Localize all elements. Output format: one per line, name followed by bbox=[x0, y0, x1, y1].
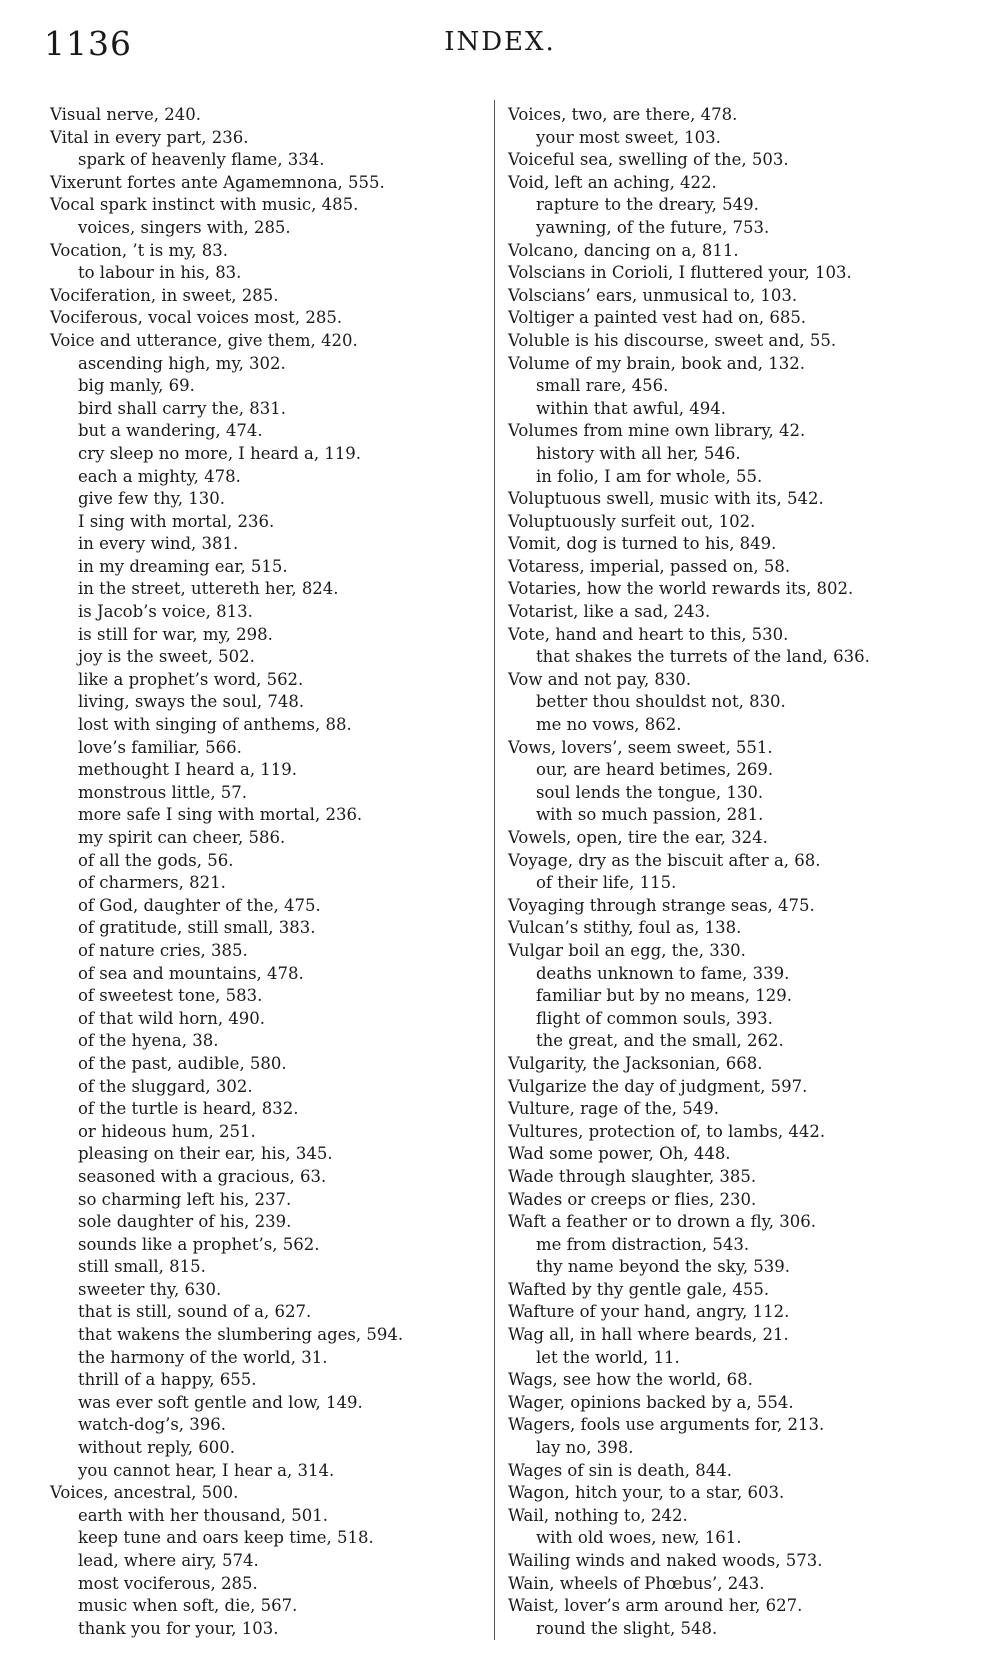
index-subentry: with old woes, new, 161. bbox=[536, 1528, 742, 1548]
index-subentry: that is still, sound of a, 627. bbox=[78, 1302, 312, 1322]
index-subentry: that shakes the turrets of the land, 636. bbox=[536, 647, 870, 667]
index-subentry: deaths unknown to fame, 339. bbox=[536, 963, 790, 983]
index-subentry: that wakens the slumbering ages, 594. bbox=[78, 1325, 404, 1345]
index-subentry: me no vows, 862. bbox=[536, 715, 682, 735]
index-entry: Wades or creeps or flies, 230. bbox=[508, 1189, 757, 1209]
index-entry: Wagers, fools use arguments for, 213. bbox=[508, 1415, 825, 1435]
index-entry: Vulgar boil an egg, the, 330. bbox=[508, 940, 746, 960]
index-subentry: sole daughter of his, 239. bbox=[78, 1212, 292, 1232]
index-subentry: of all the gods, 56. bbox=[78, 850, 234, 870]
index-entry: Wain, wheels of Phœbus’, 243. bbox=[508, 1573, 765, 1593]
index-subentry: of their life, 115. bbox=[536, 873, 677, 893]
index-subentry: in the street, uttereth her, 824. bbox=[78, 579, 339, 599]
index-column-left bbox=[50, 104, 488, 1640]
index-entry: Void, left an aching, 422. bbox=[508, 172, 717, 192]
index-entry: Voice and utterance, give them, 420. bbox=[50, 330, 358, 350]
index-subentry: your most sweet, 103. bbox=[536, 127, 721, 147]
index-entry: Vow and not pay, 830. bbox=[508, 669, 692, 689]
index-entry: Volumes from mine own library, 42. bbox=[508, 421, 806, 441]
index-subentry: or hideous hum, 251. bbox=[78, 1121, 256, 1141]
index-entry: Wafted by thy gentle gale, 455. bbox=[508, 1279, 770, 1299]
index-subentry: sounds like a prophet’s, 562. bbox=[78, 1234, 320, 1254]
index-subentry: of the turtle is heard, 832. bbox=[78, 1099, 299, 1119]
index-subentry: living, sways the soul, 748. bbox=[78, 692, 305, 712]
index-entry: Wad some power, Oh, 448. bbox=[508, 1144, 731, 1164]
index-subentry: better thou shouldst not, 830. bbox=[536, 692, 786, 712]
index-entry: Vulgarity, the Jacksonian, 668. bbox=[508, 1053, 763, 1073]
index-subentry: lead, where airy, 574. bbox=[78, 1551, 259, 1570]
index-entry: Volcano, dancing on a, 811. bbox=[508, 240, 739, 260]
index-subentry: bird shall carry the, 831. bbox=[78, 398, 286, 418]
index-subentry: thrill of a happy, 655. bbox=[78, 1370, 257, 1390]
index-entry: Volume of my brain, book and, 132. bbox=[508, 353, 805, 373]
index-subentry: seasoned with a gracious, 63. bbox=[78, 1166, 327, 1186]
index-entry: Wade through slaughter, 385. bbox=[508, 1166, 757, 1186]
index-subentry: joy is the sweet, 502. bbox=[78, 647, 255, 667]
index-subentry: thank you for your, 103. bbox=[78, 1618, 279, 1638]
index-subentry: the harmony of the world, 31. bbox=[78, 1347, 328, 1367]
index-subentry: thy name beyond the sky, 539. bbox=[536, 1257, 791, 1277]
index-subentry: love’s familiar, 566. bbox=[78, 737, 242, 757]
index-entry: Vows, lovers’, seem sweet, 551. bbox=[508, 737, 773, 757]
index-subentry: in folio, I am for whole, 55. bbox=[536, 466, 763, 486]
index-entry: Waft a feather or to drown a fly, 306. bbox=[508, 1212, 816, 1232]
index-entry: Vocation, ’t is my, 83. bbox=[50, 240, 228, 260]
index-entry: Votaress, imperial, passed on, 58. bbox=[508, 556, 791, 576]
index-subentry: of nature cries, 385. bbox=[78, 940, 248, 960]
index-subentry: history with all her, 546. bbox=[536, 443, 741, 463]
index-entry: Voltiger a painted vest had on, 685. bbox=[508, 308, 807, 328]
index-subentry: my spirit can cheer, 586. bbox=[78, 828, 286, 847]
index-subentry: keep tune and oars keep time, 518. bbox=[78, 1528, 374, 1548]
index-entry: Voyaging through strange seas, 475. bbox=[508, 895, 815, 915]
index-subentry: voices, singers with, 285. bbox=[78, 217, 291, 237]
index-entry: Volscians’ ears, unmusical to, 103. bbox=[508, 285, 798, 305]
index-entry: Vocal spark instinct with music, 485. bbox=[50, 195, 359, 215]
index-subentry: monstrous little, 57. bbox=[78, 782, 248, 802]
index-subentry: of charmers, 821. bbox=[78, 873, 226, 893]
index-subentry: familiar but by no means, 129. bbox=[536, 986, 792, 1006]
index-subentry: still small, 815. bbox=[78, 1257, 206, 1277]
index-subentry: without reply, 600. bbox=[78, 1438, 235, 1458]
index-subentry: rapture to the dreary, 549. bbox=[536, 195, 759, 215]
index-subentry: like a prophet’s word, 562. bbox=[78, 669, 304, 689]
index-entry: Vociferous, vocal voices most, 285. bbox=[50, 308, 343, 328]
page-number: 1136 bbox=[44, 24, 132, 63]
index-entry: Wag all, in hall where beards, 21. bbox=[508, 1325, 789, 1345]
index-subentry: so charming left his, 237. bbox=[78, 1189, 292, 1209]
index-subentry: of the sluggard, 302. bbox=[78, 1076, 253, 1096]
index-subentry: small rare, 456. bbox=[536, 376, 669, 396]
index-subentry: of God, daughter of the, 475. bbox=[78, 895, 321, 915]
index-subentry: sweeter thy, 630. bbox=[78, 1279, 222, 1299]
index-entry: Voluptuous swell, music with its, 542. bbox=[508, 489, 824, 509]
index-entry: Vulture, rage of the, 549. bbox=[508, 1099, 719, 1119]
index-subentry: of gratitude, still small, 383. bbox=[78, 918, 316, 938]
index-entry: Wags, see how the world, 68. bbox=[508, 1370, 753, 1390]
index-entry: Wagon, hitch your, to a star, 603. bbox=[508, 1483, 785, 1503]
index-entry: Volscians in Corioli, I fluttered your, 103. bbox=[508, 263, 852, 283]
index-subentry: I sing with mortal, 236. bbox=[78, 511, 275, 531]
page-title: INDEX. bbox=[444, 27, 556, 57]
index-entry: Waist, lover’s arm around her, 627. bbox=[508, 1596, 803, 1616]
index-entry: Vulgarize the day of judgment, 597. bbox=[508, 1076, 808, 1096]
index-subentry: was ever soft gentle and low, 149. bbox=[78, 1392, 363, 1412]
index-subentry: in my dreaming ear, 515. bbox=[78, 556, 288, 576]
index-subentry: soul lends the tongue, 130. bbox=[536, 782, 764, 802]
index-subentry: is Jacob’s voice, 813. bbox=[78, 602, 253, 622]
index-subentry: methought I heard a, 119. bbox=[78, 760, 298, 780]
index-subentry: the great, and the small, 262. bbox=[536, 1031, 784, 1051]
index-entry: Voices, two, are there, 478. bbox=[508, 105, 738, 124]
index-subentry: cry sleep no more, I heard a, 119. bbox=[78, 443, 362, 463]
index-subentry: spark of heavenly flame, 334. bbox=[78, 150, 325, 170]
index-entry: Vomit, dog is turned to his, 849. bbox=[508, 534, 777, 554]
index-entry: Vixerunt fortes ante Agamemnona, 555. bbox=[50, 172, 385, 192]
index-entry: Wager, opinions backed by a, 554. bbox=[508, 1392, 794, 1412]
index-subentry: yawning, of the future, 753. bbox=[536, 217, 770, 237]
index-subentry: big manly, 69. bbox=[78, 376, 195, 396]
index-entry: Votaries, how the world rewards its, 802. bbox=[508, 579, 854, 599]
index-entry: Voiceful sea, swelling of the, 503. bbox=[508, 150, 789, 170]
index-entry: Vowels, open, tire the ear, 324. bbox=[508, 828, 768, 847]
index-entry: Votarist, like a sad, 243. bbox=[508, 602, 711, 622]
index-subentry: give few thy, 130. bbox=[78, 489, 226, 509]
index-subentry: most vociferous, 285. bbox=[78, 1573, 258, 1593]
index-subentry: to labour in his, 83. bbox=[78, 263, 242, 283]
index-column-right bbox=[508, 104, 968, 1640]
index-entry: Voluptuously surfeit out, 102. bbox=[508, 511, 756, 531]
index-subentry: of sweetest tone, 583. bbox=[78, 986, 263, 1006]
index-entry: Vulcan’s stithy, foul as, 138. bbox=[508, 918, 742, 938]
index-entry: Voices, ancestral, 500. bbox=[50, 1483, 239, 1503]
index-entry: Voyage, dry as the biscuit after a, 68. bbox=[508, 850, 821, 870]
index-subentry: but a wandering, 474. bbox=[78, 421, 263, 441]
index-subentry: in every wind, 381. bbox=[78, 534, 239, 554]
index-subentry: of that wild horn, 490. bbox=[78, 1008, 266, 1028]
index-entry: Vote, hand and heart to this, 530. bbox=[508, 624, 789, 644]
index-subentry: lost with singing of anthems, 88. bbox=[78, 715, 352, 735]
index-entry: Voluble is his discourse, sweet and, 55. bbox=[508, 330, 837, 350]
index-subentry: of the past, audible, 580. bbox=[78, 1053, 287, 1073]
index-subentry: each a mighty, 478. bbox=[78, 466, 241, 486]
index-subentry: is still for war, my, 298. bbox=[78, 624, 273, 644]
index-subentry: of sea and mountains, 478. bbox=[78, 963, 304, 983]
index-subentry: within that awful, 494. bbox=[536, 398, 726, 418]
index-subentry: more safe I sing with mortal, 236. bbox=[78, 805, 363, 825]
index-subentry: lay no, 398. bbox=[536, 1438, 634, 1458]
index-subentry: flight of common souls, 393. bbox=[536, 1008, 773, 1028]
index-subentry: with so much passion, 281. bbox=[536, 805, 764, 825]
index-subentry: pleasing on their ear, his, 345. bbox=[78, 1144, 333, 1164]
index-entry: Vociferation, in sweet, 285. bbox=[50, 285, 279, 305]
index-entry: Wafture of your hand, angry, 112. bbox=[508, 1302, 790, 1322]
index-subentry: of the hyena, 38. bbox=[78, 1031, 219, 1051]
index-entry: Visual nerve, 240. bbox=[50, 105, 201, 124]
index-subentry: watch-dog’s, 396. bbox=[78, 1415, 227, 1435]
index-entry: Vital in every part, 236. bbox=[50, 127, 249, 147]
index-subentry: you cannot hear, I hear a, 314. bbox=[78, 1460, 335, 1480]
index-entry: Vultures, protection of, to lambs, 442. bbox=[508, 1121, 826, 1141]
index-subentry: let the world, 11. bbox=[536, 1347, 680, 1367]
index-subentry: earth with her thousand, 501. bbox=[78, 1505, 328, 1525]
index-subentry: round the slight, 548. bbox=[536, 1618, 718, 1638]
column-divider bbox=[494, 100, 495, 1640]
index-entry: Wages of sin is death, 844. bbox=[508, 1460, 732, 1480]
index-subentry: our, are heard betimes, 269. bbox=[536, 760, 774, 780]
index-subentry: music when soft, die, 567. bbox=[78, 1596, 298, 1616]
index-subentry: ascending high, my, 302. bbox=[78, 353, 286, 373]
index-subentry: me from distraction, 543. bbox=[536, 1234, 750, 1254]
index-entry: Wail, nothing to, 242. bbox=[508, 1505, 688, 1525]
index-entry: Wailing winds and naked woods, 573. bbox=[508, 1551, 823, 1570]
